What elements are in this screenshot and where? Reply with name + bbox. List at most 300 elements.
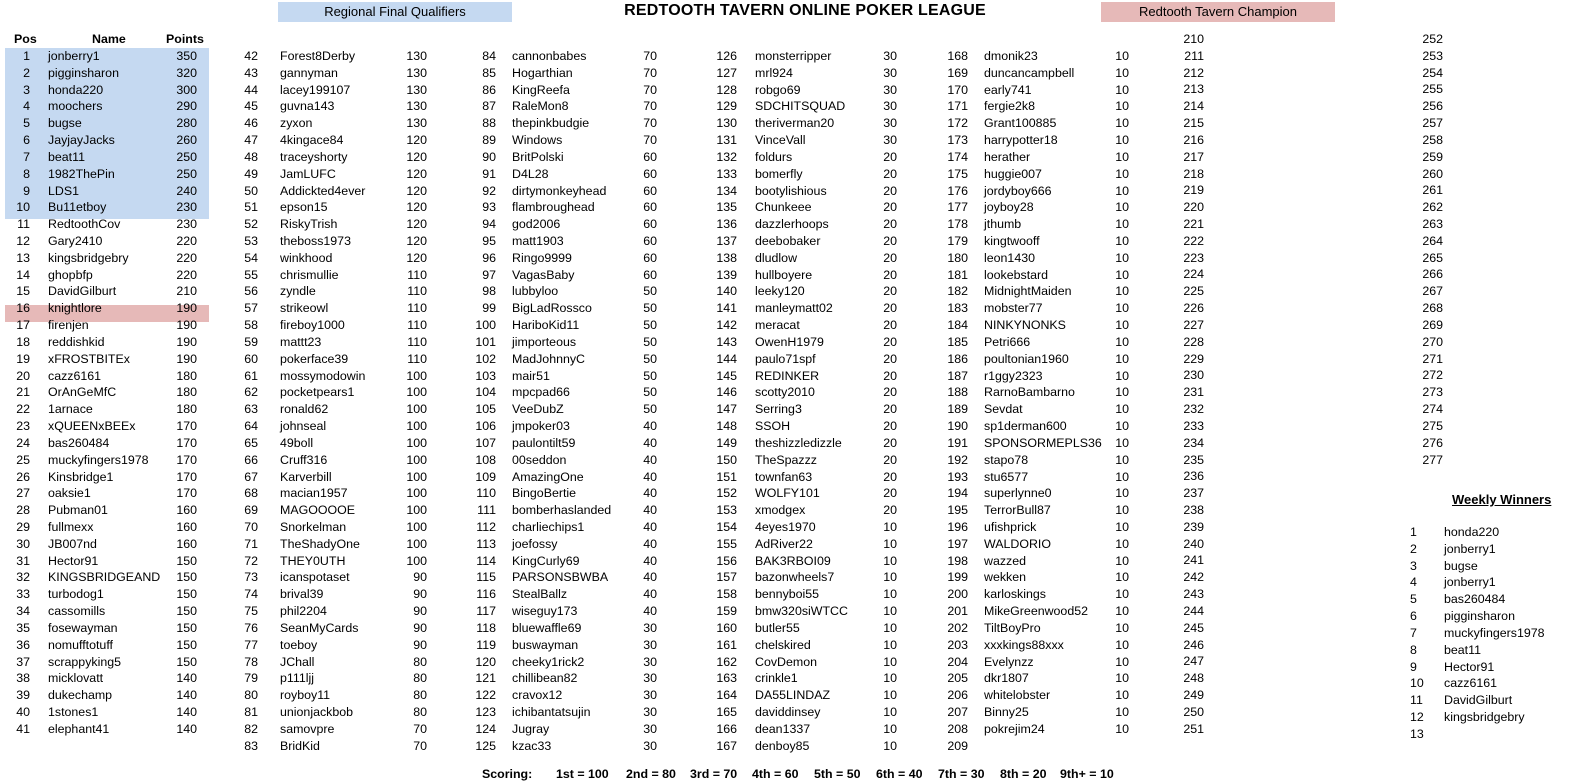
row-points: 70 (413, 738, 427, 753)
extra-position: 271 (1422, 351, 1443, 366)
row-name: icanspotaset (280, 570, 350, 585)
row-position: 93 (482, 200, 496, 215)
row-points: 10 (1115, 49, 1129, 63)
legend-qualifiers: Regional Final Qualifiers (278, 2, 512, 22)
row-points: 20 (883, 486, 897, 501)
row-points: 10 (1115, 65, 1129, 80)
row-position: 163 (716, 671, 737, 686)
row-name: kingsbridgebry (48, 250, 129, 265)
row-position: 70 (244, 519, 258, 534)
row-name: Addickted4ever (280, 183, 366, 198)
row-name: butler55 (755, 620, 800, 635)
row-name: jordyboy666 (984, 183, 1052, 198)
row-position: 140 (716, 284, 737, 299)
row-name: phil2204 (280, 604, 327, 619)
row-name: BridKid (280, 738, 320, 753)
row-points: 100 (406, 368, 427, 383)
scoring-item: 9th+ = 10 (1060, 767, 1114, 781)
row-position: 185 (947, 334, 968, 349)
extra-position: 239 (1183, 519, 1204, 534)
row-name: THEY0UTH (280, 553, 346, 568)
row-points: 40 (643, 553, 657, 568)
row-points: 10 (883, 553, 897, 568)
row-name: wazzed (984, 553, 1027, 568)
row-points: 10 (1115, 368, 1129, 383)
row-points: 20 (883, 166, 897, 181)
row-position: 172 (947, 116, 968, 131)
row-position: 153 (716, 503, 737, 518)
row-points: 70 (643, 49, 657, 63)
row-points: 10 (883, 688, 897, 703)
row-position: 199 (947, 570, 968, 585)
row-position: 81 (244, 704, 258, 719)
row-name: buswayman (512, 637, 579, 652)
extra-position: 229 (1183, 351, 1204, 366)
row-points: 30 (883, 82, 897, 97)
weekly-winners-title: Weekly Winners (1452, 492, 1552, 507)
row-position: 107 (475, 435, 496, 450)
row-name: knightlore (48, 301, 102, 316)
row-position: 29 (16, 519, 30, 534)
row-position: 146 (716, 385, 737, 400)
row-position: 160 (716, 620, 737, 635)
row-name: kzac33 (512, 738, 552, 753)
extra-position: 273 (1422, 385, 1443, 400)
row-position: 149 (716, 435, 737, 450)
row-points: 40 (643, 435, 657, 450)
row-points: 10 (883, 637, 897, 652)
row-name: TiltBoyPro (984, 620, 1041, 635)
row-points: 10 (1115, 402, 1129, 417)
row-position: 13 (16, 250, 30, 265)
row-position: 75 (244, 604, 258, 619)
row-position: 97 (482, 267, 496, 282)
row-name: chillibean82 (512, 671, 578, 686)
scoring-item: 7th = 30 (938, 767, 985, 781)
row-points: 220 (176, 250, 197, 265)
extra-position: 242 (1183, 570, 1204, 585)
row-name: bomerfly (755, 166, 803, 181)
extra-position: 256 (1422, 99, 1443, 114)
row-name: fireboy1000 (280, 318, 345, 333)
row-position: 161 (716, 637, 737, 652)
row-name: fosewayman (48, 620, 118, 635)
row-name: dludlow (755, 250, 798, 265)
row-position: 90 (482, 149, 496, 164)
extra-position: 213 (1183, 82, 1204, 97)
row-position: 123 (475, 704, 496, 719)
row-position: 59 (244, 334, 258, 349)
row-position: 155 (716, 536, 737, 551)
row-points: 90 (413, 587, 427, 602)
row-name: samovpre (280, 721, 335, 736)
extra-position: 258 (1422, 132, 1443, 147)
legend-champion: Redtooth Tavern Champion (1101, 2, 1335, 22)
row-position: 164 (716, 688, 737, 703)
row-points: 20 (883, 469, 897, 484)
row-position: 181 (947, 267, 968, 282)
row-name: pokrejim24 (984, 721, 1045, 736)
row-name: JChall (280, 654, 315, 669)
row-position: 207 (947, 704, 968, 719)
row-points: 130 (406, 116, 427, 131)
row-position: 198 (947, 553, 968, 568)
row-position: 109 (475, 469, 496, 484)
row-name: KingReefa (512, 82, 570, 97)
row-points: 110 (407, 284, 427, 299)
row-name: manleymatt02 (755, 301, 833, 316)
row-position: 147 (716, 402, 737, 417)
row-points: 100 (406, 419, 427, 434)
row-position: 78 (244, 654, 258, 669)
row-points: 60 (643, 166, 657, 181)
extra-position: 221 (1183, 217, 1204, 232)
row-points: 190 (176, 351, 197, 366)
weekly-winner-name: Hector91 (1444, 659, 1495, 674)
row-points: 230 (176, 217, 197, 232)
row-points: 20 (883, 284, 897, 299)
weekly-winner-number: 12 (1410, 710, 1424, 725)
row-points: 250 (176, 149, 197, 164)
row-points: 180 (176, 402, 197, 417)
row-position: 139 (716, 267, 737, 282)
row-name: Grant100885 (984, 116, 1057, 131)
header-pos: Pos (14, 32, 37, 46)
row-name: OrAnGeMfC (48, 385, 117, 400)
row-name: ichibantatsujin (512, 704, 591, 719)
extra-position: 244 (1183, 603, 1204, 618)
weekly-winner-number: 1 (1410, 525, 1417, 539)
row-name: sp1derman600 (984, 419, 1067, 434)
row-position: 195 (947, 503, 968, 518)
row-position: 5 (23, 116, 30, 131)
row-points: 170 (176, 419, 197, 434)
row-position: 96 (482, 250, 496, 265)
weekly-winner-number: 10 (1410, 676, 1424, 691)
row-points: 40 (643, 570, 657, 585)
row-points: 110 (407, 301, 427, 316)
row-name: JB007nd (48, 536, 97, 551)
row-position: 18 (16, 334, 30, 349)
row-name: micklovatt (48, 671, 104, 686)
row-points: 20 (883, 368, 897, 383)
row-name: Karverbill (280, 469, 332, 484)
extra-position: 270 (1422, 334, 1443, 349)
extra-position: 275 (1422, 418, 1443, 433)
row-name: Bu11etboy (48, 200, 107, 215)
row-name: crinkle1 (755, 671, 798, 686)
row-name: 1982ThePin (48, 166, 115, 181)
row-name: theboss1973 (280, 234, 351, 249)
row-position: 82 (244, 721, 258, 736)
extra-position: 254 (1422, 65, 1443, 80)
row-points: 40 (643, 452, 657, 467)
row-name: brival39 (280, 587, 324, 602)
row-points: 40 (643, 604, 657, 619)
row-name: whitelobster (984, 688, 1051, 703)
row-name: stapo78 (984, 452, 1029, 467)
row-points: 80 (413, 688, 427, 703)
row-name: honda220 (48, 82, 104, 97)
row-position: 194 (947, 486, 968, 501)
row-name: SPONSORMEPLS36 (984, 435, 1102, 450)
row-name: JamLUFC (280, 166, 336, 181)
row-position: 187 (947, 368, 968, 383)
row-points: 70 (413, 721, 427, 736)
row-points: 10 (1115, 486, 1129, 501)
row-position: 167 (716, 738, 737, 753)
row-position: 56 (244, 284, 258, 299)
row-position: 112 (476, 519, 496, 534)
row-name: wiseguy173 (512, 604, 578, 619)
row-position: 57 (244, 301, 258, 316)
row-name: RarnoBambarno (984, 385, 1075, 400)
row-position: 196 (947, 519, 968, 534)
row-position: 102 (475, 351, 496, 366)
extra-position: 264 (1422, 233, 1443, 248)
row-name: mossymodowin (280, 368, 366, 383)
row-points: 190 (176, 318, 197, 333)
row-position: 21 (16, 385, 30, 400)
row-position: 173 (947, 133, 968, 148)
row-points: 10 (1115, 183, 1129, 198)
row-position: 83 (244, 738, 258, 753)
row-position: 19 (16, 351, 30, 366)
row-position: 62 (244, 385, 258, 400)
row-position: 26 (16, 469, 30, 484)
row-points: 10 (1115, 688, 1129, 703)
row-position: 134 (716, 183, 737, 198)
row-points: 150 (176, 604, 197, 619)
weekly-winner-number: 13 (1410, 726, 1424, 741)
extra-position: 218 (1183, 166, 1204, 181)
row-name: mobster77 (984, 301, 1043, 316)
row-points: 100 (406, 519, 427, 534)
row-name: jonberry1 (48, 49, 100, 63)
row-position: 120 (475, 654, 496, 669)
row-name: KINGSBRIDGEAND (48, 570, 161, 585)
row-points: 150 (176, 654, 197, 669)
row-points: 10 (1115, 116, 1129, 131)
row-position: 33 (16, 587, 30, 602)
row-points: 280 (176, 116, 197, 131)
row-name: REDINKER (755, 368, 820, 383)
extra-position: 248 (1183, 671, 1204, 686)
page-title: REDTOOTH TAVERN ONLINE POKER LEAGUE (624, 2, 986, 19)
row-position: 124 (475, 721, 496, 736)
row-name: MikeGreenwood52 (984, 604, 1089, 619)
row-position: 174 (947, 149, 968, 164)
row-position: 203 (947, 637, 968, 652)
row-position: 157 (716, 570, 737, 585)
row-name: dmonik23 (984, 49, 1038, 63)
row-position: 182 (947, 284, 968, 299)
row-points: 150 (176, 570, 197, 585)
row-position: 122 (475, 688, 496, 703)
row-points: 30 (883, 49, 897, 63)
extra-position: 222 (1183, 233, 1204, 248)
row-position: 8 (23, 166, 30, 181)
row-position: 129 (716, 99, 737, 114)
row-points: 210 (176, 284, 197, 299)
row-points: 10 (1115, 570, 1129, 585)
row-position: 79 (244, 671, 258, 686)
row-name: AdRiver22 (755, 536, 813, 551)
row-position: 92 (482, 183, 496, 198)
weekly-winner-number: 3 (1410, 558, 1417, 573)
weekly-winner-name: jonberry1 (1444, 541, 1496, 556)
row-position: 2 (23, 65, 30, 80)
row-name: kingtwooff (984, 234, 1040, 249)
row-points: 10 (1115, 267, 1129, 282)
row-position: 111 (477, 503, 496, 518)
row-position: 4 (23, 99, 30, 114)
row-points: 220 (176, 267, 197, 282)
weekly-winner-number: 11 (1410, 693, 1423, 708)
row-name: fergie2k8 (984, 99, 1035, 114)
row-name: WOLFY101 (755, 486, 820, 501)
row-name: cravox12 (512, 688, 563, 703)
row-position: 68 (244, 486, 258, 501)
extra-position: 246 (1183, 637, 1204, 652)
extra-position: 236 (1183, 469, 1204, 484)
row-points: 120 (406, 183, 427, 198)
row-name: TheSpazzz (755, 452, 817, 467)
row-position: 52 (244, 217, 258, 232)
extra-position: 210 (1183, 32, 1204, 46)
weekly-winner-name: beat11 (1444, 642, 1481, 657)
extra-position: 225 (1183, 284, 1204, 299)
weekly-winner-number: 7 (1410, 625, 1417, 640)
row-position: 28 (16, 503, 30, 518)
row-name: hullboyere (755, 267, 813, 282)
row-points: 60 (643, 149, 657, 164)
row-points: 20 (883, 351, 897, 366)
row-points: 150 (176, 587, 197, 602)
row-position: 85 (482, 65, 496, 80)
row-points: 10 (1115, 99, 1129, 114)
row-position: 24 (16, 435, 30, 450)
extra-position: 226 (1183, 301, 1204, 316)
row-points: 170 (176, 435, 197, 450)
row-position: 132 (716, 149, 737, 164)
row-points: 60 (643, 183, 657, 198)
row-position: 98 (482, 284, 496, 299)
row-position: 10 (16, 200, 30, 215)
extra-position: 219 (1183, 183, 1204, 198)
row-points: 170 (176, 469, 197, 484)
scoring-item: 3rd = 70 (690, 767, 738, 781)
row-points: 250 (176, 166, 197, 181)
row-position: 16 (16, 301, 30, 316)
row-name: fullmexx (48, 519, 94, 534)
row-points: 30 (643, 654, 657, 669)
extra-position: 250 (1183, 704, 1204, 719)
row-points: 10 (1115, 536, 1129, 551)
row-position: 9 (23, 183, 30, 198)
row-name: chelskired (755, 637, 811, 652)
row-name: mair51 (512, 368, 550, 383)
row-points: 190 (176, 334, 197, 349)
row-points: 40 (643, 503, 657, 518)
extra-position: 220 (1183, 200, 1204, 215)
row-points: 10 (883, 604, 897, 619)
row-position: 108 (475, 452, 496, 467)
row-name: flambroughead (512, 200, 595, 215)
row-points: 150 (176, 620, 197, 635)
row-name: bazonwheels7 (755, 570, 835, 585)
row-name: Windows (512, 133, 563, 148)
row-points: 20 (883, 267, 897, 282)
row-points: 40 (643, 536, 657, 551)
row-points: 10 (1115, 721, 1129, 736)
row-points: 60 (643, 234, 657, 249)
row-position: 60 (244, 351, 258, 366)
row-position: 27 (16, 486, 30, 501)
row-name: Hogarthian (512, 65, 573, 80)
row-points: 50 (643, 301, 657, 316)
extra-position: 230 (1183, 368, 1204, 383)
row-name: winkhood (280, 250, 333, 265)
row-name: strikeowl (280, 301, 329, 316)
row-position: 101 (475, 334, 496, 349)
row-name: SSOH (755, 419, 791, 434)
row-name: theriverman20 (755, 116, 835, 131)
row-points: 240 (176, 183, 197, 198)
row-points: 30 (643, 671, 657, 686)
row-name: xxxkings88xxx (984, 637, 1064, 652)
row-name: paulontilt59 (512, 435, 576, 450)
row-name: leeky120 (755, 284, 805, 299)
row-name: bootylishious (755, 183, 827, 198)
row-points: 70 (643, 133, 657, 148)
row-name: 4kingace84 (280, 133, 344, 148)
row-points: 20 (883, 419, 897, 434)
row-position: 192 (947, 452, 968, 467)
weekly-winner-number: 2 (1410, 541, 1417, 556)
row-position: 119 (476, 637, 496, 652)
row-points: 10 (1115, 671, 1129, 686)
row-name: Binny25 (984, 704, 1029, 719)
row-position: 72 (244, 553, 258, 568)
row-name: meracat (755, 318, 800, 333)
row-points: 20 (883, 334, 897, 349)
row-position: 91 (482, 166, 496, 181)
row-position: 162 (716, 654, 737, 669)
row-points: 110 (407, 267, 427, 282)
row-position: 100 (475, 318, 496, 333)
row-name: cazz6161 (48, 368, 102, 383)
extra-position: 241 (1183, 553, 1204, 568)
row-points: 10 (883, 620, 897, 635)
extra-position: 259 (1422, 149, 1443, 164)
extra-position: 267 (1422, 284, 1443, 299)
row-points: 50 (643, 284, 657, 299)
row-position: 41 (16, 721, 30, 736)
row-name: Serring3 (755, 402, 802, 417)
row-points: 150 (176, 553, 197, 568)
row-points: 10 (883, 704, 897, 719)
row-name: scrappyking5 (48, 654, 122, 669)
extra-position: 245 (1183, 620, 1204, 635)
row-points: 20 (883, 452, 897, 467)
row-points: 90 (413, 620, 427, 635)
scoring-item: 5th = 50 (814, 767, 861, 781)
row-name: BAK3RBOI09 (755, 553, 831, 568)
row-points: 60 (643, 250, 657, 265)
row-name: dean1337 (755, 721, 811, 736)
row-points: 80 (413, 704, 427, 719)
